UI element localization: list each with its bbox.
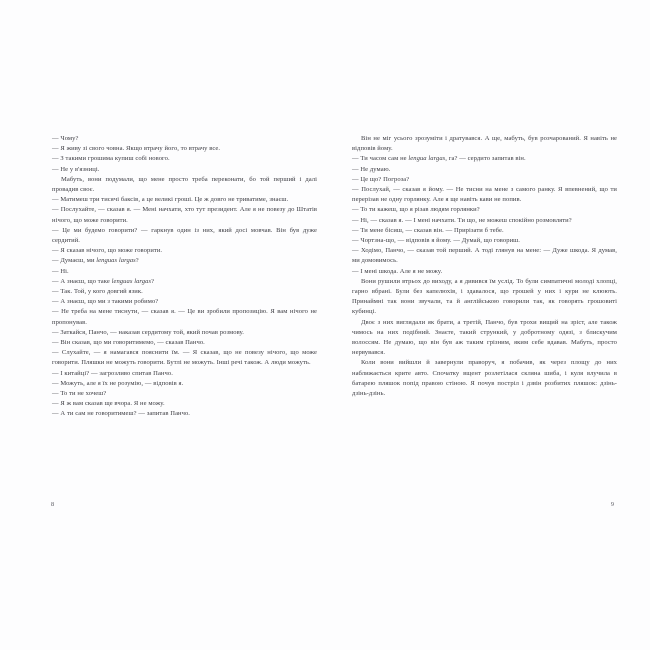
paragraph: — Ні. (52, 267, 69, 275)
paragraph: — Послухайте, — сказав я. — Мені начхати, хто тут президент. Але я не повезу до Штатів нічого, що може говорити. (52, 206, 317, 224)
paragraph: — Не у в'язниці. (52, 165, 100, 173)
paragraph: — Слухайте, — я намагався пояснити їм. — Я сказав, що не повезу нічого, що може говорити. Пляшки не можуть говорити. Бутлі не можуть. Інші речі також. А люди можуть. (52, 349, 317, 367)
paragraph: — Ні, — сказав я. — І мені начхати. Ти що, не можеш спокійно розмовляти? (352, 216, 572, 224)
paragraph: — Чортзна-що, — відповів я йому. — Думай, що говориш. (352, 237, 520, 245)
paragraph: — Чому? (52, 135, 79, 142)
paragraph: — І мені шкода. Але я не можу. (352, 267, 443, 275)
paragraph: — Послухай, — сказав я йому. — Не тисни на мене з самого ранку. Я впевнений, що ти перерізав не одну горлянку. Але я ще навіть кави не попив. (352, 186, 617, 204)
paragraph: — Думаєш, ми lenguas largas? (52, 257, 139, 265)
paragraph: — Він сказав, що ми говоритимемо, — сказав Панчо. (52, 339, 205, 347)
paragraph: Мабуть, вони подумали, що мене просто треба переконати, бо той перший і далі провадив своє. (52, 175, 317, 194)
paragraph: — І китайці? — загрозливо спитав Панчо. (52, 369, 173, 377)
paragraph: — Це що? Погроза? (352, 175, 410, 183)
paragraph: — Заткайся, Панчо, — наказав сердитому той, який почав розмову. (52, 328, 244, 336)
paragraph: — Це ми будемо говорити? — гаркнув один із них, який досі мовчав. Він був дуже сердитий. (52, 226, 317, 245)
paragraph: — Я ж вам сказав ще вчора. Я не можу. (52, 400, 165, 408)
paragraph: — А ти сам не говоритимеш? — запитав Панчо. (52, 410, 191, 418)
right-page-textblock (352, 134, 617, 399)
paragraph: — З такими грошима купиш собі нового. (52, 155, 170, 163)
paragraph: — То ти не хочеш? (52, 390, 107, 398)
paragraph: Коли вони вийшли й завернули праворуч, я побачив, як через площу до них наближається крите авто. Спочатку вщент розлетілася скляна шиба, і куля влучила в батарею пляшок попід правою стіною. Я почув постріл і дзвін розбитих пляшок: дзінь-дзінь-дзінь. (352, 359, 617, 398)
paragraph: — Ти мене бісиш, — сказав він. — Прирізати б тебе. (352, 226, 504, 234)
paragraph: — А знаєш, що таке lenguas largas? (52, 277, 155, 285)
paragraph: — Я живу зі свого човна. Якщо втрачу його, то втрачу все. (52, 145, 221, 153)
paragraph: — Так. Той, у кого довгий язик. (52, 288, 143, 296)
paragraph: — То ти кажеш, що я різав людям горлянки? (352, 206, 480, 214)
paragraph: — Не треба на мене тиснути, — сказав я. — Це ви зробили пропозицію. Я вам нічого не пропонував. (52, 308, 317, 326)
paragraph: Вони рушили втрьох до виходу, а я дивився їм услід. То були симпатичні молоді хлопці, гарно вбрані. Були без капелюхів, і здавалося, що грошей у них і кури не клюють. Принаймні так вони звучали, та й англійською говорили так, як говорять грошовиті кубинці. (352, 277, 617, 316)
left-page (40, 120, 325, 530)
paragraph: — Матимеш три тисячі баксів, а це великі гроші. Це ж довго не триватиме, знаєш. (52, 196, 289, 204)
paragraph: — Не думаю. (352, 165, 391, 173)
page-number-left: 8 (51, 501, 55, 508)
right-page (340, 120, 625, 530)
paragraph: — Ти часом сам не lengua largas, га? — сердито запитав він. (352, 155, 526, 163)
paragraph: — Можуть, але я їх не розумію, — відповів я. (52, 379, 184, 387)
paragraph: — А знаєш, що ми з такими робимо? (52, 298, 159, 306)
paragraph: — Я сказав нічого, що може говорити. (52, 247, 163, 255)
paragraph: Він не міг усього зрозуміти і дратувався. А ще, мабуть, був розчарований. Я навіть не відповів йому. (352, 135, 617, 153)
left-page-textblock (52, 134, 317, 420)
paragraph: — Ходімо, Панчо, — сказав той перший. А тоді глянув на мене: — Дуже шкода. Я думав, ми домовимось. (352, 247, 617, 265)
paragraph: Двоє з них виглядали як брати, а третій, Панчо, був трохи вищий на зріст, але також чимось на них подібний. Знаєте, такий стрункий, у добротному одязі, з блискучим волоссям. Не думаю, що він був аж таким грізним, яким себе вдавав. Мабуть, просто нервувався. (352, 318, 617, 357)
page-number-right: 9 (610, 501, 614, 508)
